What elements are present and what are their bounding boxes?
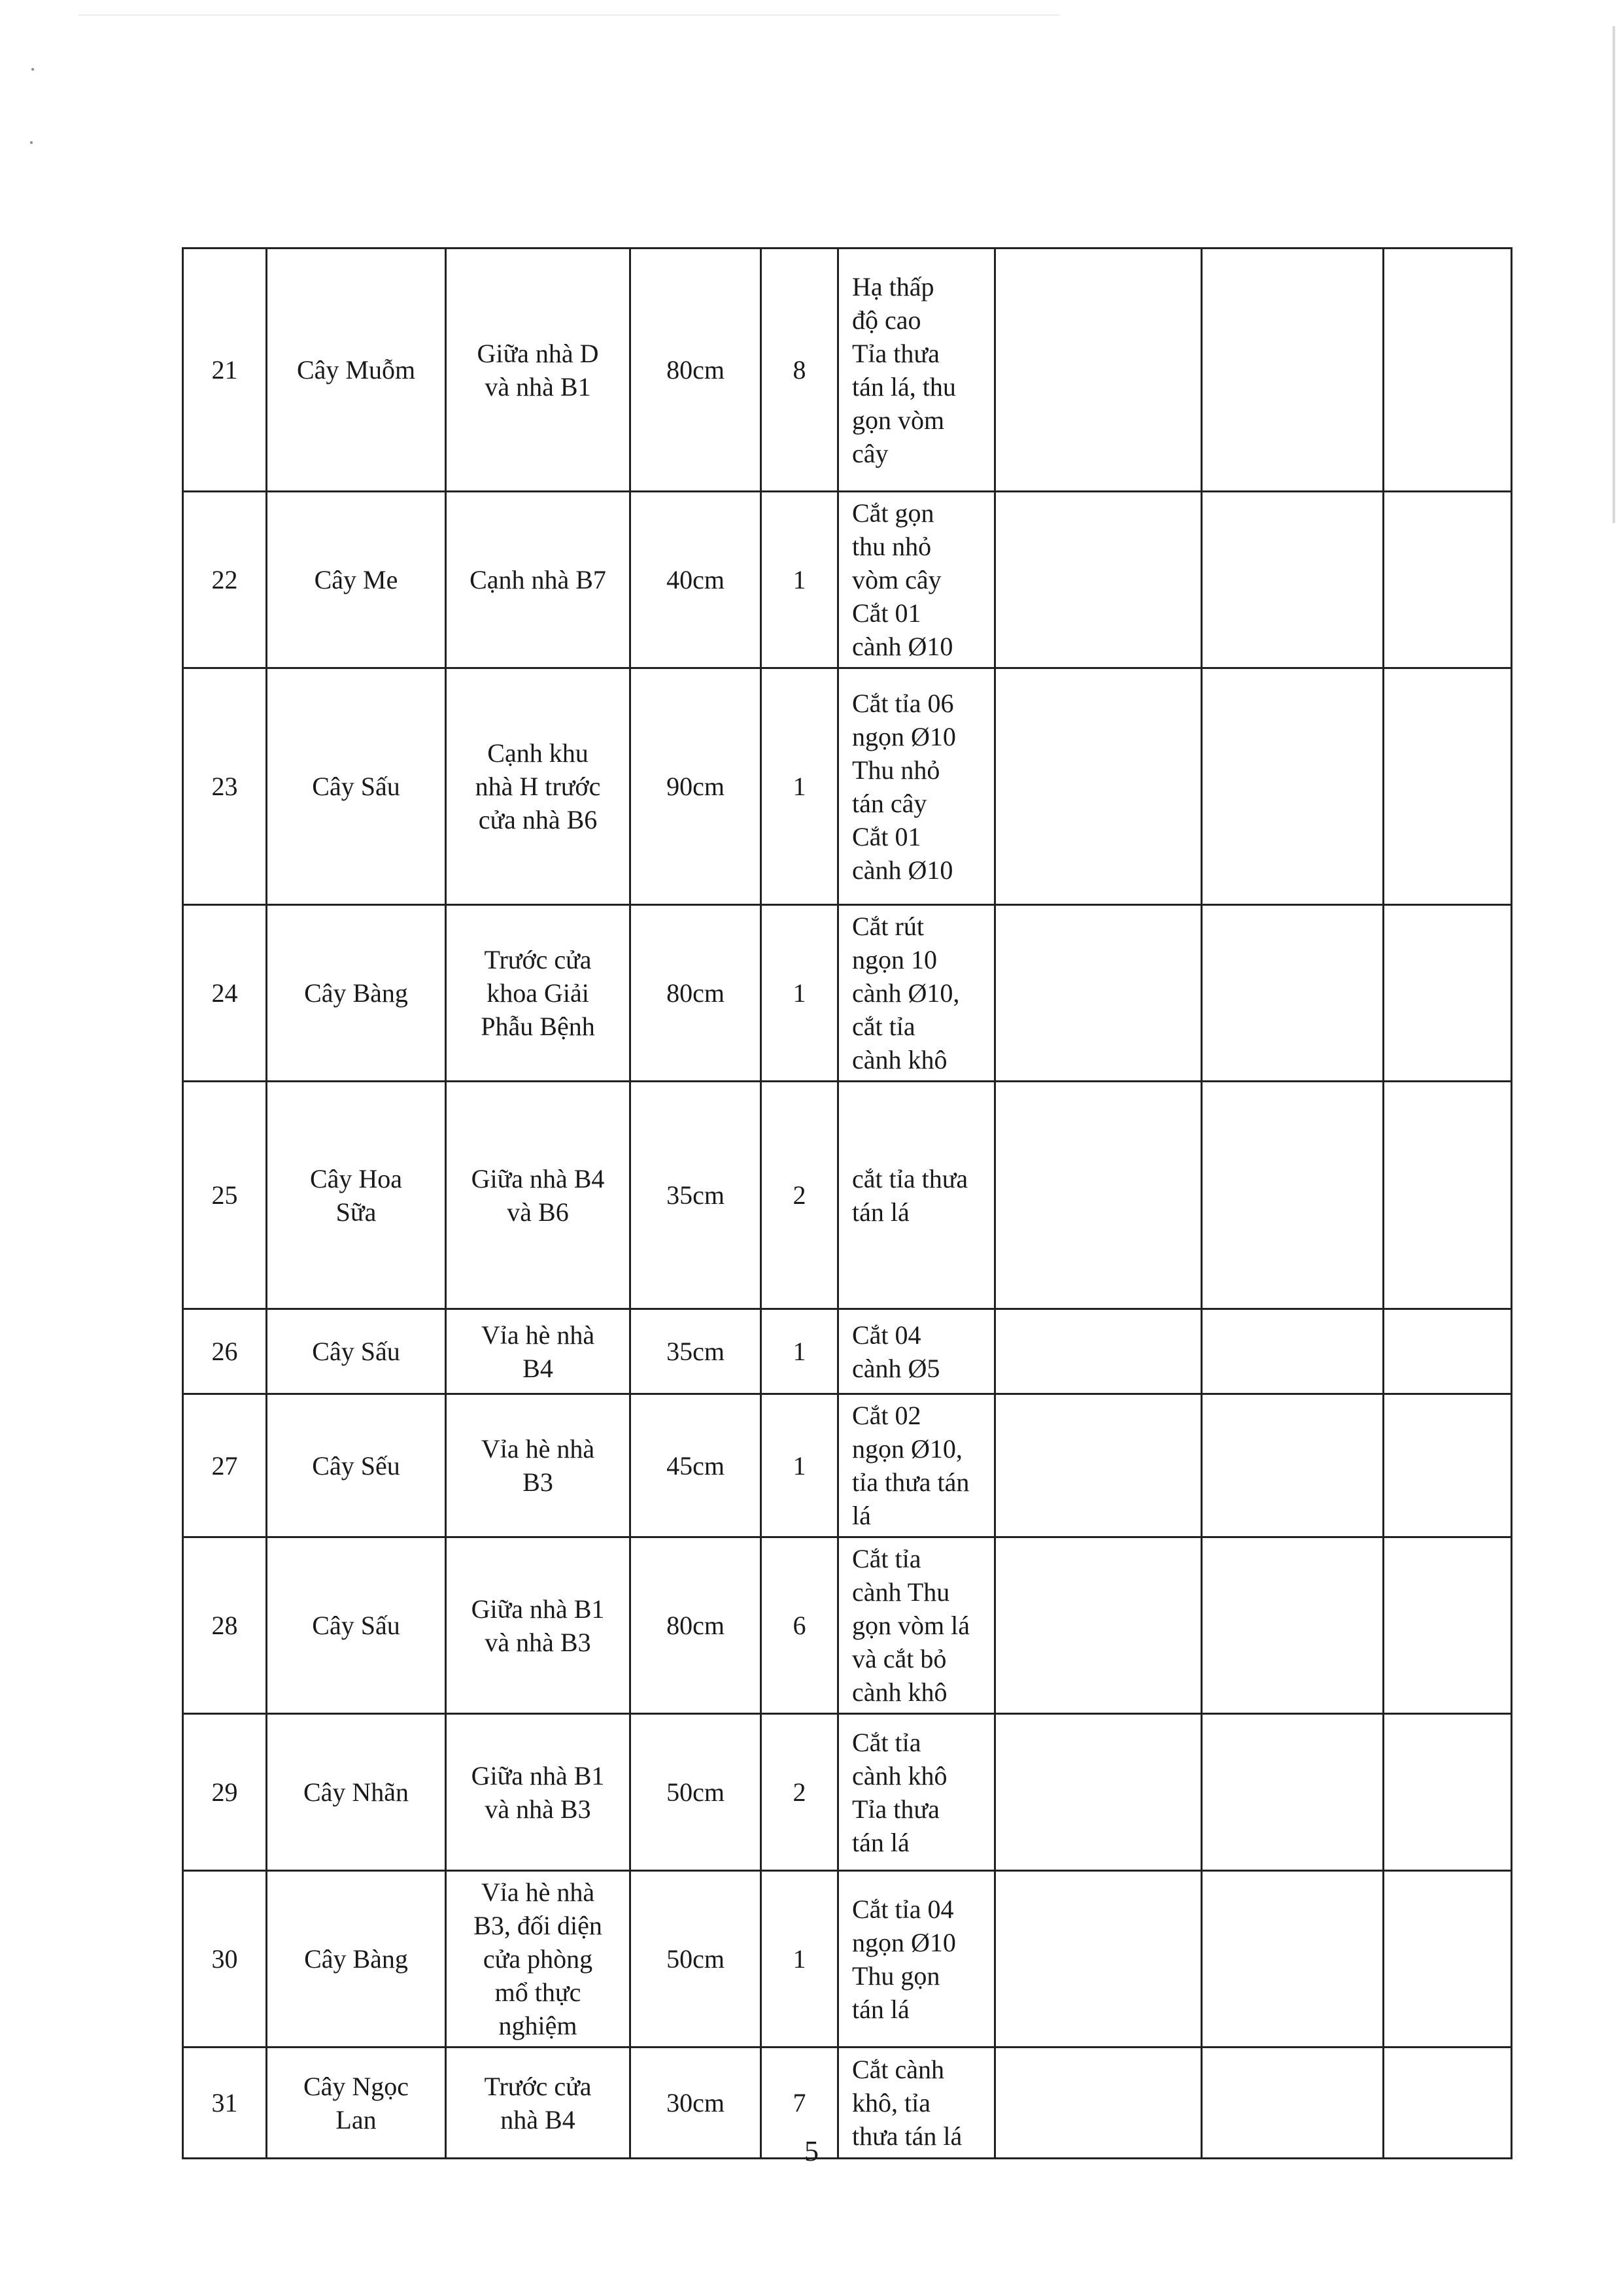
cell-quantity: 6	[761, 1537, 838, 1714]
cell-blank	[1202, 1394, 1384, 1537]
cell-trunk-size: 30cm	[630, 2048, 761, 2159]
cell-quantity: 1	[761, 492, 838, 668]
cell-blank	[1384, 248, 1512, 492]
cell-work-description: Cắt cành khô, tỉa thưa tán lá	[838, 2048, 995, 2159]
cell-blank	[1202, 1309, 1384, 1394]
cell-tree-name: Cây Muỗm	[267, 248, 446, 492]
table-row	[183, 1871, 1512, 2048]
table-row	[183, 668, 1512, 905]
cell-stt: 30	[183, 1871, 267, 2048]
cell-location: Trước cửa khoa Giải Phẫu Bệnh	[446, 905, 630, 1082]
cell-tree-name: Cây Nhãn	[267, 1714, 446, 1871]
cell-tree-name: Cây Bàng	[267, 1871, 446, 2048]
cell-trunk-size: 45cm	[630, 1394, 761, 1537]
cell-trunk-size: 50cm	[630, 1871, 761, 2048]
cell-work-description: Cắt 04 cành Ø5	[838, 1309, 995, 1394]
cell-trunk-size: 80cm	[630, 1537, 761, 1714]
cell-location: Giữa nhà D và nhà B1	[446, 248, 630, 492]
cell-blank	[1384, 668, 1512, 905]
cell-blank	[995, 1082, 1202, 1309]
cell-trunk-size: 90cm	[630, 668, 761, 905]
page-number: 5	[804, 2135, 819, 2167]
page-top-edge	[78, 14, 1059, 16]
scan-speck	[30, 141, 33, 144]
table-row	[183, 1714, 1512, 1871]
cell-location: Vỉa hè nhà B3	[446, 1394, 630, 1537]
cell-tree-name: Cây Sấu	[267, 668, 446, 905]
cell-location: Giữa nhà B1 và nhà B3	[446, 1714, 630, 1871]
cell-blank	[995, 248, 1202, 492]
cell-blank	[995, 492, 1202, 668]
cell-location: Vỉa hè nhà B4	[446, 1309, 630, 1394]
cell-blank	[995, 905, 1202, 1082]
cell-blank	[995, 668, 1202, 905]
cell-quantity: 2	[761, 1082, 838, 1309]
cell-trunk-size: 40cm	[630, 492, 761, 668]
cell-quantity: 2	[761, 1714, 838, 1871]
cell-trunk-size: 80cm	[630, 248, 761, 492]
cell-blank	[1202, 1871, 1384, 2048]
cell-stt: 23	[183, 668, 267, 905]
cell-trunk-size: 50cm	[630, 1714, 761, 1871]
cell-blank	[1384, 1309, 1512, 1394]
table-row	[183, 1394, 1512, 1537]
cell-blank	[1384, 1871, 1512, 2048]
cell-blank	[1384, 1714, 1512, 1871]
cell-location: Vỉa hè nhà B3, đối diện cửa phòng mổ thực nghiệm	[446, 1871, 630, 2048]
cell-stt: 29	[183, 1714, 267, 1871]
cell-location: Cạnh nhà B7	[446, 492, 630, 668]
cell-tree-name: Cây Sấu	[267, 1537, 446, 1714]
cell-trunk-size: 80cm	[630, 905, 761, 1082]
table-row	[183, 1537, 1512, 1714]
cell-blank	[1384, 905, 1512, 1082]
cell-stt: 21	[183, 248, 267, 492]
cell-location: Giữa nhà B1 và nhà B3	[446, 1537, 630, 1714]
cell-blank	[1202, 1082, 1384, 1309]
cell-blank	[1202, 248, 1384, 492]
cell-stt: 27	[183, 1394, 267, 1537]
cell-quantity: 1	[761, 1309, 838, 1394]
cell-work-description: Cắt rút ngọn 10 cành Ø10, cắt tỉa cành khô	[838, 905, 995, 1082]
cell-blank	[1202, 668, 1384, 905]
cell-work-description: Cắt tỉa cành Thu gọn vòm lá và cắt bỏ cành khô	[838, 1537, 995, 1714]
cell-quantity: 7	[761, 2048, 838, 2159]
cell-quantity: 8	[761, 248, 838, 492]
cell-quantity: 1	[761, 1394, 838, 1537]
cell-blank	[1384, 1537, 1512, 1714]
cell-blank	[1202, 905, 1384, 1082]
cell-work-description: Cắt gọn thu nhỏ vòm cây Cắt 01 cành Ø10	[838, 492, 995, 668]
cell-quantity: 1	[761, 905, 838, 1082]
cell-work-description: Hạ thấp độ cao Tỉa thưa tán lá, thu gọn vòm cây	[838, 248, 995, 492]
cell-tree-name: Cây Sấu	[267, 1309, 446, 1394]
cell-location: Trước cửa nhà B4	[446, 2048, 630, 2159]
cell-stt: 25	[183, 1082, 267, 1309]
cell-blank	[1384, 492, 1512, 668]
cell-tree-name: Cây Bàng	[267, 905, 446, 1082]
cell-trunk-size: 35cm	[630, 1309, 761, 1394]
cell-stt: 28	[183, 1537, 267, 1714]
cell-location: Cạnh khu nhà H trước cửa nhà B6	[446, 668, 630, 905]
cell-tree-name: Cây Hoa Sữa	[267, 1082, 446, 1309]
cell-stt: 26	[183, 1309, 267, 1394]
cell-quantity: 1	[761, 1871, 838, 2048]
cell-blank	[995, 1394, 1202, 1537]
cell-location: Giữa nhà B4 và B6	[446, 1082, 630, 1309]
cell-blank	[1202, 1714, 1384, 1871]
cell-blank	[1202, 1537, 1384, 1714]
cell-tree-name: Cây Sếu	[267, 1394, 446, 1537]
cell-tree-name: Cây Ngọc Lan	[267, 2048, 446, 2159]
cell-trunk-size: 35cm	[630, 1082, 761, 1309]
cell-blank	[1384, 1082, 1512, 1309]
table-row	[183, 492, 1512, 668]
cell-stt: 31	[183, 2048, 267, 2159]
cell-work-description: Cắt tỉa 04 ngọn Ø10 Thu gọn tán lá	[838, 1871, 995, 2048]
cell-work-description: Cắt 02 ngọn Ø10, tỉa thưa tán lá	[838, 1394, 995, 1537]
cell-stt: 22	[183, 492, 267, 668]
table-body	[183, 248, 1512, 2159]
cell-blank	[995, 1537, 1202, 1714]
table-row	[183, 1309, 1512, 1394]
cell-quantity: 1	[761, 668, 838, 905]
cell-blank	[1202, 492, 1384, 668]
table-row	[183, 1082, 1512, 1309]
cell-blank	[995, 1309, 1202, 1394]
table-row	[183, 248, 1512, 492]
cell-stt: 24	[183, 905, 267, 1082]
cell-blank	[995, 1871, 1202, 2048]
cell-work-description: Cắt tỉa 06 ngọn Ø10 Thu nhỏ tán cây Cắt 01 cành Ø10	[838, 668, 995, 905]
cell-work-description: cắt tỉa thưa tán lá	[838, 1082, 995, 1309]
table-row	[183, 905, 1512, 1082]
cell-work-description: Cắt tỉa cành khô Tỉa thưa tán lá	[838, 1714, 995, 1871]
cell-blank	[995, 1714, 1202, 1871]
cell-blank	[1384, 1394, 1512, 1537]
page-right-edge	[1613, 26, 1615, 523]
tree-pruning-table	[182, 247, 1512, 2159]
cell-tree-name: Cây Me	[267, 492, 446, 668]
scan-speck	[31, 68, 34, 71]
